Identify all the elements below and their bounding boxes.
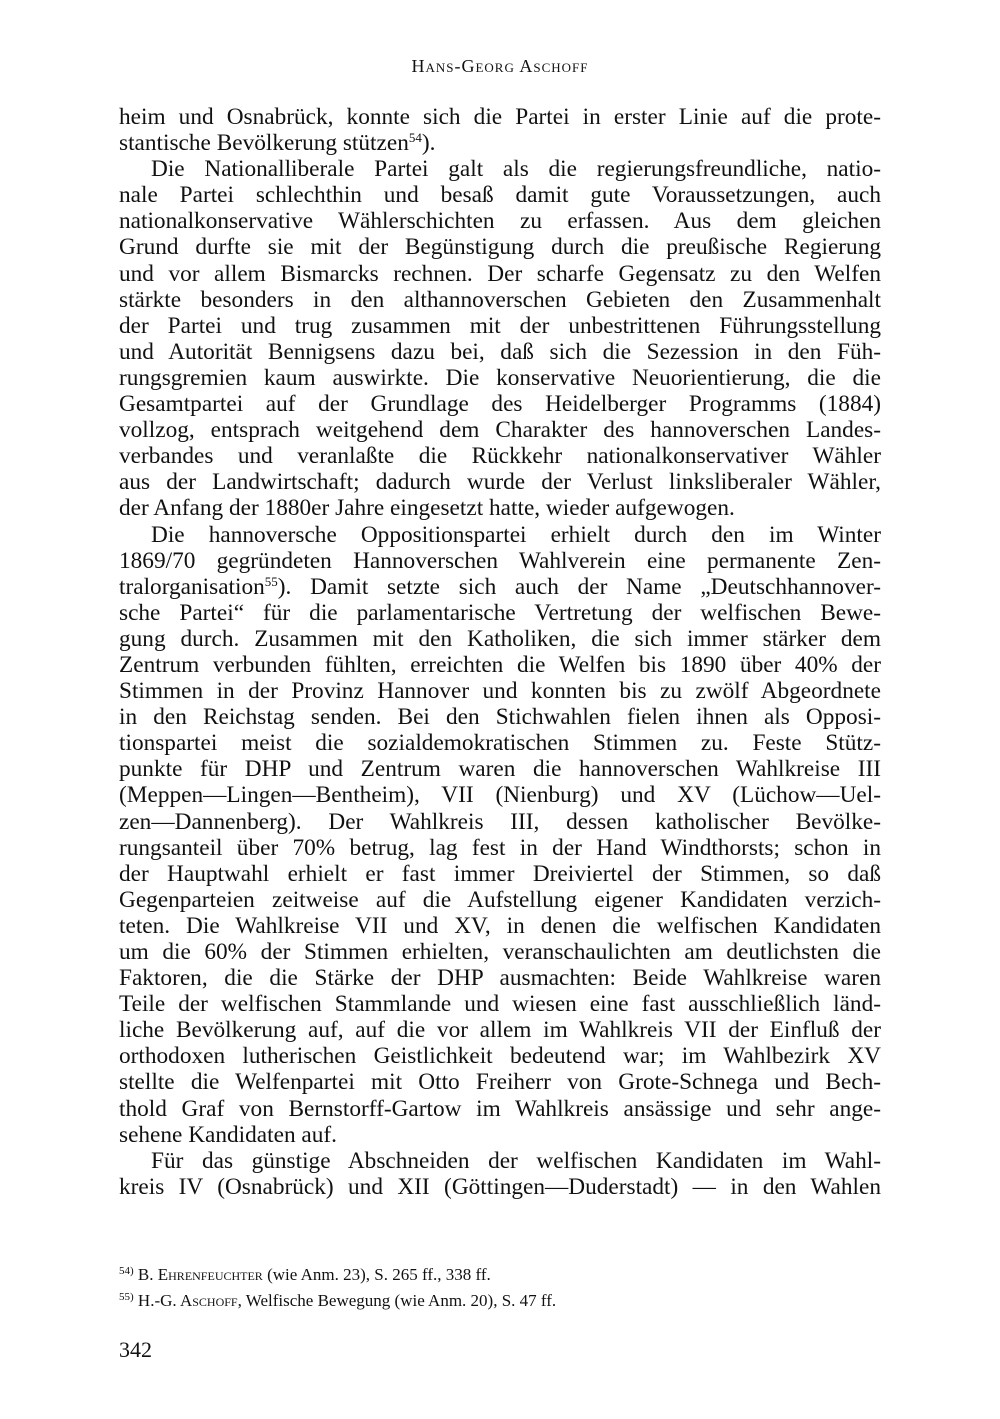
running-header: Hans-Georg Aschoff	[411, 56, 589, 76]
text-line-content: Die Nationalliberale Partei galt als die regierungsfreundliche, natio-	[151, 156, 881, 183]
text-line	[119, 1122, 881, 1148]
text-line	[119, 626, 881, 652]
footnote-reference[interactable]: 54	[408, 130, 422, 146]
text-line	[119, 678, 881, 704]
text-line-content: aus der Landwirtschaft; dadurch wurde der Verlust linksliberaler Wähler,	[119, 469, 881, 496]
text-line	[119, 156, 881, 182]
text-line	[119, 104, 881, 130]
text-line	[119, 313, 881, 339]
text-line	[119, 861, 881, 887]
text-line-content: rungsanteil über 70% betrug, lag fest in der Hand Windthorsts; schon in	[119, 834, 881, 861]
text-line-content: Für das günstige Abschneiden der welfischen Kandidaten im Wahl-	[151, 1147, 881, 1174]
text-line	[119, 939, 881, 965]
text-line	[119, 1174, 881, 1200]
footnotes	[119, 1262, 881, 1314]
text-line-content: der Hauptwahl erhielt er fast immer Dreiviertel der Stimmen, so daß	[119, 860, 881, 887]
text-line	[119, 1069, 881, 1095]
text-line-content: Teile der welfischen Stammlande und wiesen eine fast ausschließlich länd-	[119, 991, 881, 1018]
text-line-content: stantische Bevölkerung stützen	[119, 130, 409, 157]
text-line-content: und vor allem Bismarcks rechnen. Der scharfe Gegensatz zu den Welfen	[119, 260, 881, 287]
text-line-content: 1869/70 gegründeten Hannoverschen Wahlverein eine permanente Zen-	[119, 547, 881, 574]
text-line-content: der Anfang der 1880er Jahre eingesetzt hatte, wieder aufgewogen.	[119, 495, 735, 522]
text-line	[119, 1017, 881, 1043]
text-line-tail: ).	[421, 130, 436, 157]
text-line	[119, 495, 881, 521]
text-line-content: rungsgremien kaum auswirkte. Die konservative Neuorientierung, die die	[119, 364, 881, 391]
footnote	[119, 1262, 881, 1288]
text-line-content: zen—Dannenberg). Der Wahlkreis III, dessen katholischer Bevölke-	[119, 808, 881, 835]
text-line-content: gung durch. Zusammen mit den Katholiken, die sich immer stärker dem	[119, 625, 881, 652]
footnote-citation: , Welfische Bewegung (wie Anm. 20), S. 47 ff.	[237, 1291, 557, 1310]
text-line	[119, 704, 881, 730]
text-line	[119, 756, 881, 782]
text-line-content: Faktoren, die die Stärke der DHP ausmachten: Beide Wahlkreise waren	[119, 965, 881, 992]
text-line-content: Stimmen in der Provinz Hannover und konnten bis zu zwölf Abgeordnete	[119, 678, 881, 705]
text-line	[119, 208, 881, 234]
text-line	[119, 730, 881, 756]
text-line-content: (Meppen—Lingen—Bentheim), VII (Nienburg) und XV (Lüchow—Uel-	[119, 782, 881, 809]
footnote-mark: 54)	[119, 1265, 134, 1277]
text-line	[119, 652, 881, 678]
text-line-content: kreis IV (Osnabrück) und XII (Göttingen—Duderstadt) — in den Wahlen	[119, 1173, 881, 1200]
text-line-content: stellte die Welfenpartei mit Otto Freiherr von Grote-Schnega und Bech-	[119, 1069, 881, 1096]
text-line-content: tionspartei meist die sozialdemokratischen Stimmen zu. Feste Stütz-	[119, 730, 881, 757]
text-line	[119, 1043, 881, 1069]
text-line-content: vollzog, entsprach weitgehend dem Charakter des hannoverschen Landes-	[119, 417, 881, 444]
text-line-content: thold Graf von Bernstorff-Gartow im Wahlkreis ansässige und sehr ange-	[119, 1095, 881, 1122]
text-line-content: teten. Die Wahlkreise VII und XV, in denen die welfischen Kandidaten	[119, 912, 881, 939]
footnote-citation: (wie Anm. 23), S. 265 ff., 338 ff.	[262, 1265, 491, 1284]
text-line-content: Gegenparteien zeitweise auf die Aufstellung eigener Kandidaten verzich-	[119, 886, 881, 913]
footnote	[119, 1288, 881, 1314]
text-line	[119, 234, 881, 260]
text-line	[119, 965, 881, 991]
text-line-content: heim und Osnabrück, konnte sich die Partei in erster Linie auf die prote-	[119, 104, 881, 130]
text-line-content: liche Bevölkerung auf, auf die vor allem im Wahlkreis VII der Einfluß der	[119, 1017, 881, 1044]
text-line-content: verbandes und veranlaßte die Rückkehr nationalkonservativer Wähler	[119, 443, 881, 470]
text-line-content: tralorganisation	[119, 573, 265, 600]
text-line-content: orthodoxen lutherischen Geistlichkeit bedeutend war; im Wahlbezirk XV	[119, 1043, 881, 1070]
footnote-author: H.-G. Aschoff	[137, 1291, 238, 1310]
footnote-author: B. Ehrenfeuchter	[137, 1265, 263, 1284]
text-line	[119, 522, 881, 548]
text-line-content: Grund durfte sie mit der Begünstigung durch die preußische Regierung	[119, 234, 881, 261]
text-line-content: Die hannoversche Oppositionspartei erhielt durch den im Winter	[151, 521, 881, 548]
footnote-mark: 55)	[119, 1291, 134, 1303]
text-line-content: nationalkonservative Wählerschichten zu erfassen. Aus dem gleichen	[119, 208, 881, 235]
text-line-content: in den Reichstag senden. Bei den Stichwahlen fielen ihnen als Opposi-	[119, 704, 881, 731]
text-line	[119, 261, 881, 287]
text-line-tail: ). Damit setzte sich auch der Name „Deutschhannover-	[277, 573, 881, 600]
text-line	[119, 1096, 881, 1122]
text-line	[119, 600, 881, 626]
text-line	[119, 835, 881, 861]
text-line	[119, 809, 881, 835]
text-line-content: der Partei und trug zusammen mit der unbestrittenen Führungsstellung	[119, 312, 881, 339]
text-line-content: Zentrum verbunden fühlten, erreichten die Welfen bis 1890 über 40% der	[119, 651, 881, 678]
text-line	[119, 991, 881, 1017]
text-line	[119, 913, 881, 939]
text-line	[119, 782, 881, 808]
text-line-content: sehene Kandidaten auf.	[119, 1121, 337, 1148]
text-line	[119, 365, 881, 391]
text-line-content: punkte für DHP und Zentrum waren die hannoverschen Wahlkreise III	[119, 756, 881, 783]
text-line-content: und Autorität Bennigsens dazu bei, daß sich die Sezession in den Füh-	[119, 338, 881, 365]
text-line-content: nale Partei schlechthin und besaß damit gute Voraussetzungen, auch	[119, 182, 881, 209]
text-line-content: Gesamtpartei auf der Grundlage des Heidelberger Programms (1884)	[119, 391, 881, 418]
text-line-content: um die 60% der Stimmen erhielten, veranschaulichten am deutlichsten die	[119, 939, 881, 965]
page-number: 342	[119, 1337, 152, 1362]
text-line	[119, 339, 881, 365]
text-line	[119, 417, 881, 443]
text-line	[119, 287, 881, 313]
main-text	[119, 104, 881, 1200]
text-line	[119, 182, 881, 208]
text-line	[119, 391, 881, 417]
text-line	[119, 1148, 881, 1174]
text-line	[119, 130, 881, 156]
text-line-content: sche Partei“ für die parlamentarische Vertretung der welfischen Bewe-	[119, 599, 881, 626]
text-line	[119, 443, 881, 469]
text-line	[119, 548, 881, 574]
text-line	[119, 469, 881, 495]
text-line	[119, 574, 881, 600]
footnote-reference[interactable]: 55	[264, 573, 278, 589]
text-line-content: stärkte besonders in den althannoverschen Gebieten den Zusammenhalt	[119, 286, 881, 313]
text-line	[119, 887, 881, 913]
